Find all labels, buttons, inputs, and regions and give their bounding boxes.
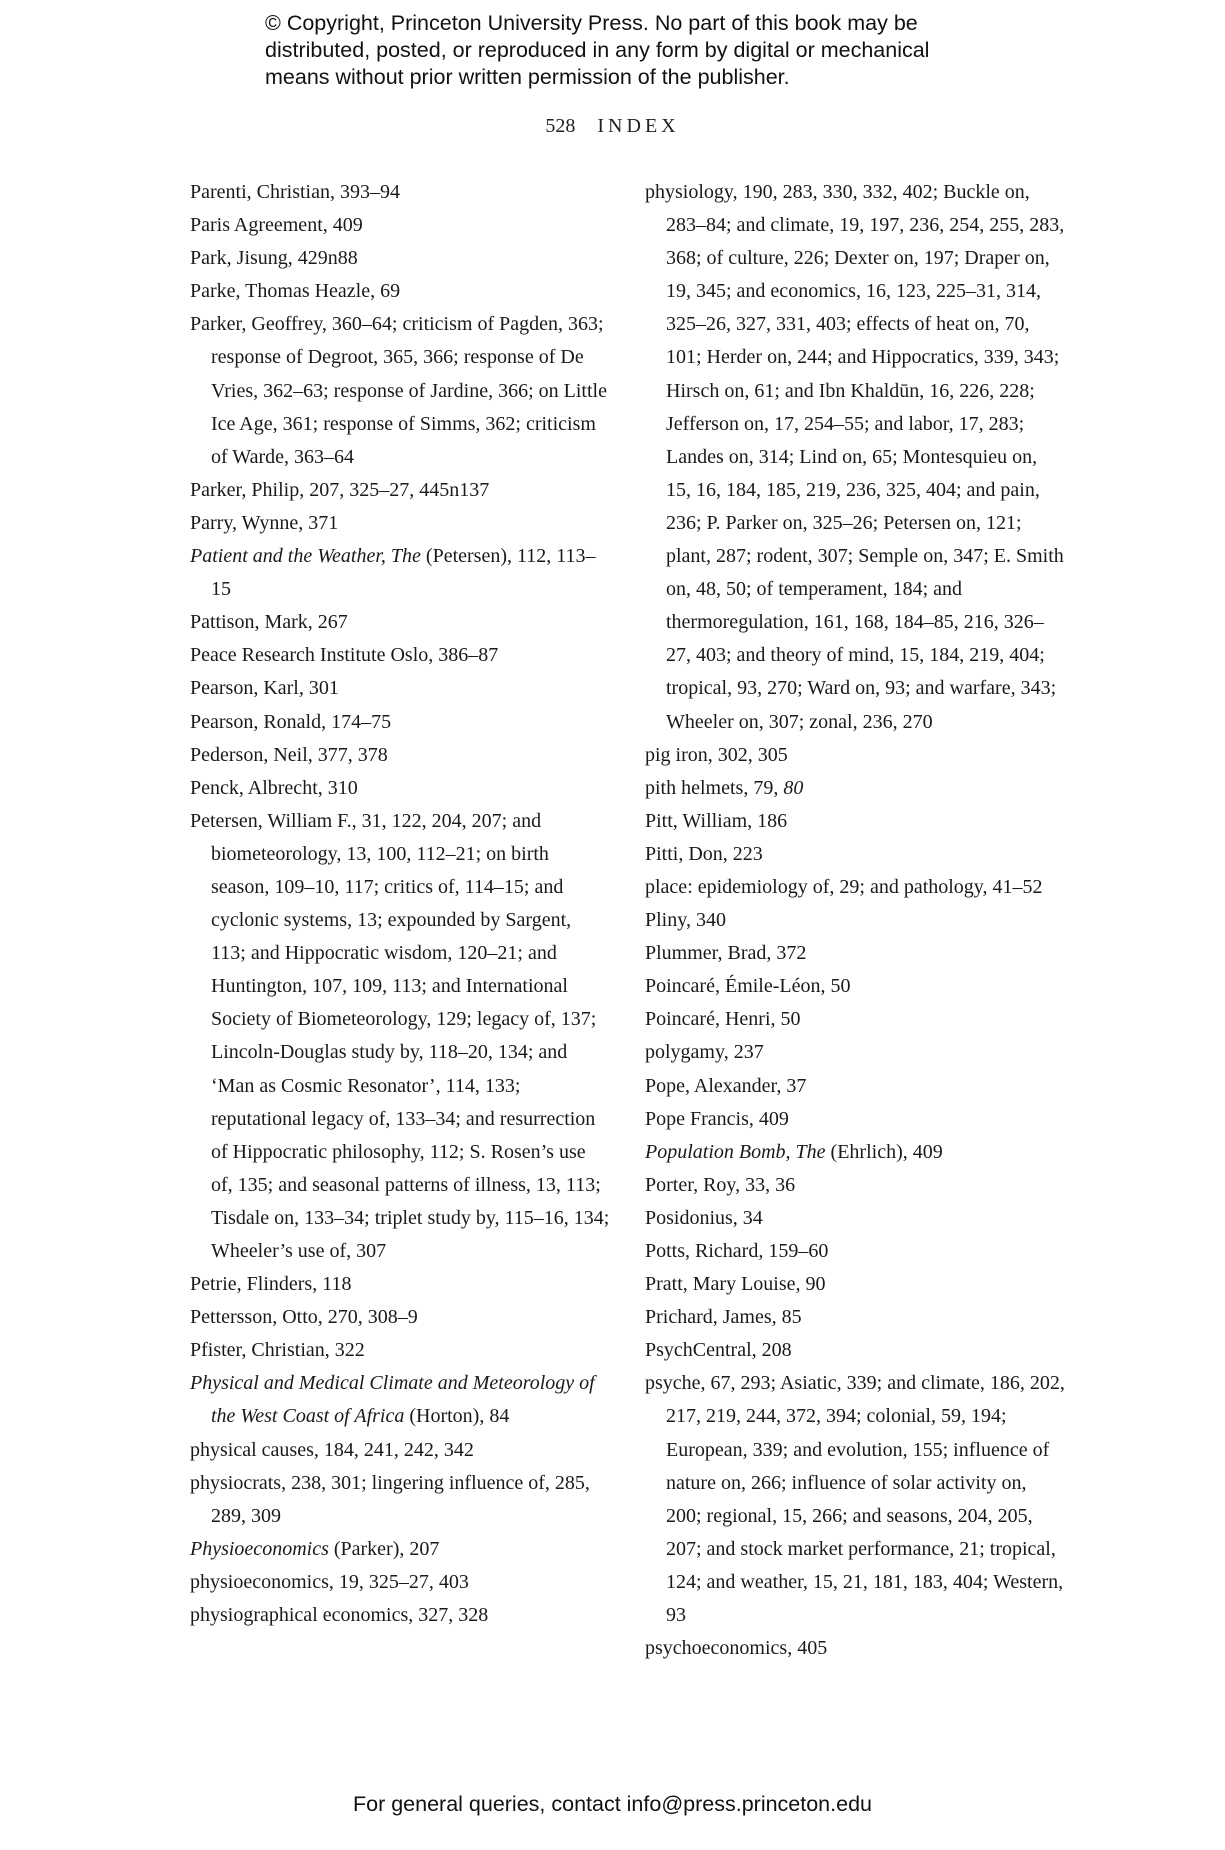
index-entry: [645, 1103, 1065, 1136]
index-entry-text: pig iron, 302, 305: [645, 743, 788, 766]
index-entry-text: Parry, Wynne, 371: [190, 511, 339, 534]
index-entry: [190, 606, 610, 639]
index-entry-title: Physioeconomics: [190, 1537, 329, 1560]
index-entry: [645, 1367, 1065, 1632]
index-entry-text: Petrie, Flinders, 118: [190, 1273, 352, 1296]
index-entry-text: Pope Francis, 409: [645, 1107, 789, 1130]
copyright-line-2: distributed, posted, or reproduced in any form by digital or mechanical: [265, 38, 930, 62]
index-entry: [645, 176, 1065, 739]
index-entry-text: Pratt, Mary Louise, 90: [645, 1273, 826, 1296]
index-entry-text: Pearson, Karl, 301: [190, 677, 339, 700]
index-entry: [645, 937, 1065, 970]
index-entry: [645, 1003, 1065, 1036]
index-entry-text: Paris Agreement, 409: [190, 214, 363, 237]
copyright-line-1: © Copyright, Princeton University Press. No part of this book may be: [265, 11, 918, 35]
index-entry-title: Population Bomb, The: [645, 1140, 826, 1163]
index-entry-text: psychoeconomics, 405: [645, 1637, 828, 1660]
index-entry-text: Pliny, 340: [645, 909, 726, 932]
index-entry: [190, 639, 610, 672]
index-entry: [190, 1268, 610, 1301]
index-entry: [645, 904, 1065, 937]
index-entry-text: Pattison, Mark, 267: [190, 611, 348, 634]
copyright-notice: [265, 10, 1005, 91]
index-entry: [190, 1533, 610, 1566]
index-entry-text: physioeconomics, 19, 325–27, 403: [190, 1570, 469, 1593]
index-entry: [190, 772, 610, 805]
index-entry: [190, 1599, 610, 1632]
index-entry: [190, 805, 610, 1268]
index-entry: [645, 1632, 1065, 1665]
index-entry: [190, 507, 610, 540]
index-entry-text: Poincaré, Henri, 50: [645, 1008, 801, 1031]
index-entry: [190, 176, 610, 209]
index-entry-text: Plummer, Brad, 372: [645, 942, 807, 965]
index-entry-text: Peace Research Institute Oslo, 386–87: [190, 644, 499, 667]
index-entry: [190, 1467, 610, 1533]
index-entry: [645, 1136, 1065, 1169]
index-entry: [190, 1301, 610, 1334]
index-entry: [190, 474, 610, 507]
index-entry-text: pith helmets, 79,: [645, 776, 784, 799]
index-entry-text: Parke, Thomas Heazle, 69: [190, 280, 401, 303]
index-entry: [645, 772, 1065, 805]
index-entry-text: Park, Jisung, 429n88: [190, 247, 358, 270]
index-column-right: [645, 176, 1065, 1665]
index-entry: [190, 540, 610, 606]
index-entry: [645, 1268, 1065, 1301]
index-entry: [645, 805, 1065, 838]
index-entry-text: (Horton), 84: [404, 1405, 510, 1428]
index-entry: [645, 1334, 1065, 1367]
running-head: [0, 112, 1225, 140]
index-entry: [190, 209, 610, 242]
index-entry: [190, 1566, 610, 1599]
index-entry-text: Pearson, Ronald, 174–75: [190, 710, 392, 733]
index-entry-text: Pitti, Don, 223: [645, 842, 763, 865]
index-entry-text: Pettersson, Otto, 270, 308–9: [190, 1306, 418, 1329]
index-entry: [190, 1367, 610, 1433]
index-entry-text: place: epidemiology of, 29; and pathology, 41–52: [645, 875, 1043, 898]
index-entry-text: Penck, Albrecht, 310: [190, 776, 358, 799]
index-entry-text: Pitt, William, 186: [645, 809, 788, 832]
index-entry-text: psyche, 67, 293; Asiatic, 339; and climate, 186, 202, 217, 219, 244, 372, 394; colonial, 59, 194; European, 339; and evolution, 155; influence of nature on, 266; influence of solar activity on, 200; regional, 15, 266; and seasons, 204, 205, 207; and stock market performance, 21; tropical, 124; and weather, 15, 21, 181, 183, 404; Western, 93: [645, 1372, 1065, 1627]
index-entry-text: Parenti, Christian, 393–94: [190, 181, 400, 203]
index-entry-text: polygamy, 237: [645, 1041, 764, 1064]
index-entry-text: Petersen, William F., 31, 122, 204, 207; and biometeorology, 13, 100, 112–21; on birth season, 109–10, 117; critics of, 114–15; and cyclonic systems, 13; expounded by Sargent, 113; and Hippocratic wisdom, 120–21; and Huntington, 107, 109, 113; and International Society of Biometeorology, 129; legacy of, 137; Lincoln-Douglas study by, 118–20, 134; and ‘Man as Cosmic Resonator’, 114, 133; reputational legacy of, 133–34; and resurrection of Hippocratic philosophy, 112; S. Rosen’s use of, 135; and seasonal patterns of illness, 13, 113; Tisdale on, 133–34; triplet study by, 115–16, 134; Wheeler’s use of, 307: [190, 809, 610, 1262]
index-entry: [645, 970, 1065, 1003]
index-entry: [645, 838, 1065, 871]
index-entry-text: physical causes, 184, 241, 242, 342: [190, 1438, 474, 1461]
index-entry-text: Pfister, Christian, 322: [190, 1339, 365, 1362]
index-entry: [190, 739, 610, 772]
section-title: INDEX: [597, 115, 680, 137]
index-entry-text: physiocrats, 238, 301; lingering influence of, 285, 289, 309: [190, 1471, 590, 1527]
index-entry: [190, 706, 610, 739]
index-entry: [645, 1169, 1065, 1202]
index-entry-text: Pederson, Neil, 377, 378: [190, 743, 388, 766]
index-entry-text: Parker, Geoffrey, 360–64; criticism of Pagden, 363; response of Degroot, 365, 366; response of De Vries, 362–63; response of Jardine, 366; on Little Ice Age, 361; response of Simms, 362; criticism of Warde, 363–64: [190, 313, 607, 468]
index-entry-illustration-page: 80: [783, 776, 804, 799]
index-entry: [645, 1301, 1065, 1334]
index-entry: [190, 672, 610, 705]
index-entry-text: PsychCentral, 208: [645, 1339, 792, 1362]
index-entry: [190, 1434, 610, 1467]
index-entry-text: Parker, Philip, 207, 325–27, 445n137: [190, 478, 490, 501]
index-entry: [190, 308, 610, 473]
index-entry: [645, 1036, 1065, 1069]
index-entry-text: physiographical economics, 327, 328: [190, 1604, 489, 1627]
index-entry-text: (Ehrlich), 409: [825, 1140, 943, 1163]
index-entry: [645, 739, 1065, 772]
index-entry-text: Prichard, James, 85: [645, 1306, 802, 1329]
index-entry: [190, 1334, 610, 1367]
index-entry-text: Poincaré, Émile-Léon, 50: [645, 975, 851, 998]
index-entry: [645, 1070, 1065, 1103]
index-column-left: [190, 176, 610, 1632]
index-entry: [190, 275, 610, 308]
index-entry: [645, 1235, 1065, 1268]
index-entry: [645, 871, 1065, 904]
index-entry-text: (Petersen), 112, 113–15: [211, 545, 596, 601]
index-entry: [190, 242, 610, 275]
index-entry-text: Potts, Richard, 159–60: [645, 1240, 829, 1262]
index-entry-text: Porter, Roy, 33, 36: [645, 1173, 796, 1196]
copyright-line-3: means without prior written permission of the publisher.: [265, 65, 790, 89]
index-entry: [645, 1202, 1065, 1235]
index-entry-text: (Parker), 207: [328, 1537, 440, 1560]
index-entry-text: Pope, Alexander, 37: [645, 1074, 807, 1097]
index-entry-text: Posidonius, 34: [645, 1206, 763, 1229]
index-entry-title: Physical and Medical Climate and Meteorology of the West Coast of Africa: [190, 1372, 595, 1428]
footer-contact: For general queries, contact info@press.princeton.edu: [352, 1792, 872, 1816]
page-number: 528: [545, 115, 576, 137]
index-entry-title: Patient and the Weather, The: [190, 545, 421, 568]
index-entry-text: physiology, 190, 283, 330, 332, 402; Buckle on, 283–84; and climate, 19, 197, 236, 254, 255, 283, 368; of culture, 226; Dexter on, 197; Draper on, 19, 345; and economics, 16, 123, 225–31, 314, 325–26, 327, 331, 403; effects of heat on, 70, 101; Herder on, 244; and Hippocratics, 339, 343; Hirsch on, 61; and Ibn Khaldūn, 16, 226, 228; Jefferson on, 17, 254–55; and labor, 17, 283; Landes on, 314; Lind on, 65; Montesquieu on, 15, 16, 184, 185, 219, 236, 325, 404; and pain, 236; P. Parker on, 325–26; Petersen on, 121; plant, 287; rodent, 307; Semple on, 347; E. Smith on, 48, 50; of temperament, 184; and thermoregulation, 161, 168, 184–85, 216, 326–27, 403; and theory of mind, 15, 184, 219, 404; tropical, 93, 270; Ward on, 93; and warfare, 343; Wheeler on, 307; zonal, 236, 270: [645, 181, 1065, 733]
